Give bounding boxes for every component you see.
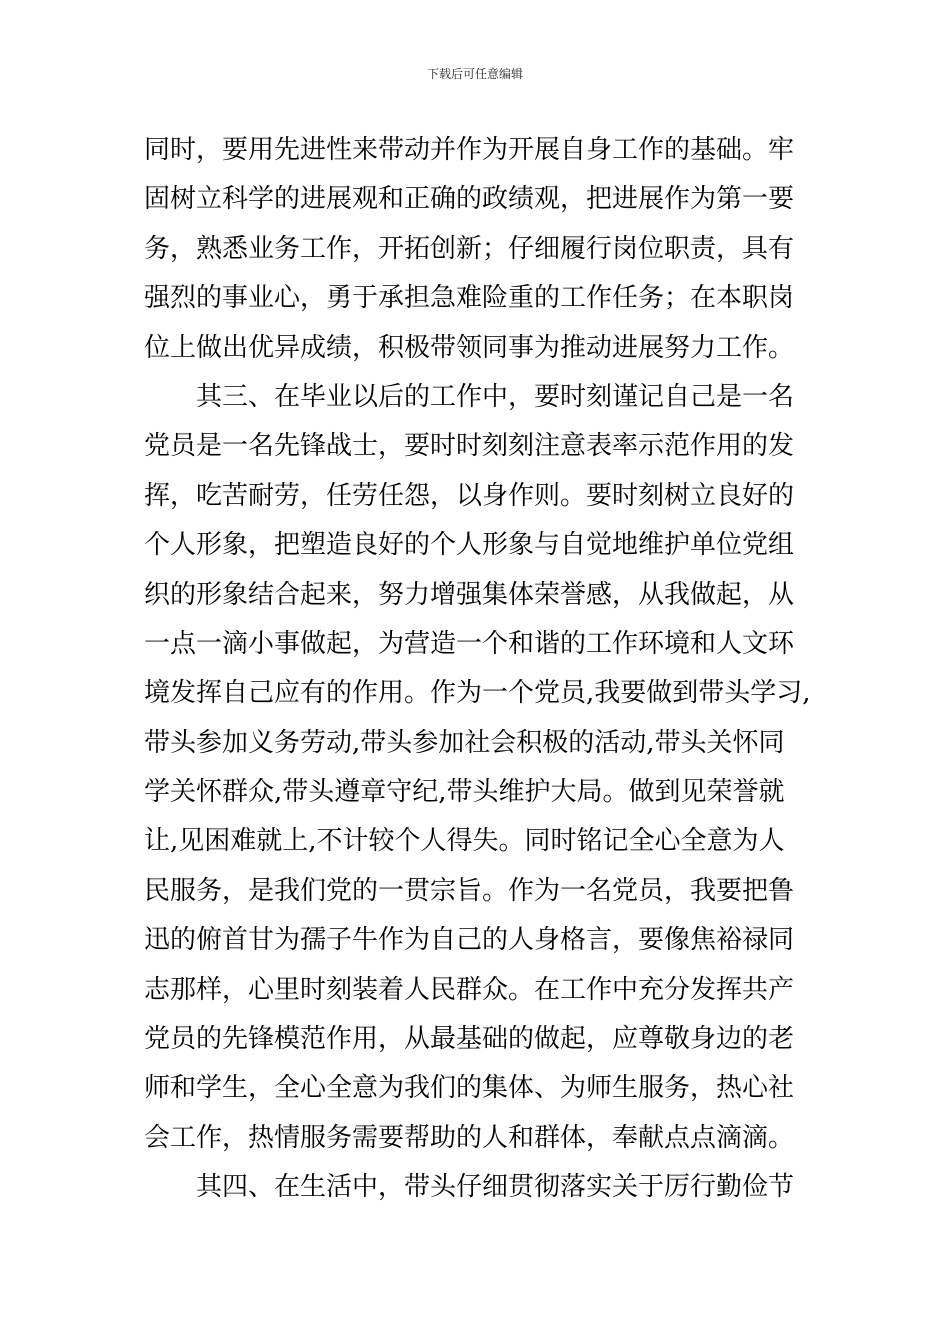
text-line: 带头参加义务劳动,带头参加社会积极的活动,带头关怀同: [144, 727, 785, 758]
text-line: 让,见困难就上,不计较个人得失。同时铭记全心全意为人: [144, 826, 785, 857]
text-line: 挥，吃苦耐劳，任劳任怨，以身作则。要时刻树立良好的: [144, 480, 795, 511]
text-line: 学关怀群众,带头遵章守纪,带头维护大局。做到见荣誉就: [144, 777, 785, 808]
paragraph-start-line: 其三、在毕业以后的工作中，要时刻谨记自己是一名: [196, 381, 795, 412]
text-line: 党员的先锋模范作用，从最基础的做起，应尊敬身边的老: [144, 1024, 795, 1055]
text-line: 个人形象，把塑造良好的个人形象与自觉地维护单位党组: [144, 530, 795, 561]
text-line: 固树立科学的进展观和正确的政绩观，把进展作为第一要: [144, 184, 795, 215]
text-line: 民服务，是我们党的一贯宗旨。作为一名党员，我要把鲁: [144, 875, 795, 906]
page-header-note: 下载后可任意编辑: [426, 67, 523, 81]
document-body: [144, 126, 814, 1213]
text-line: 师和学生，全心全意为我们的集体、为师生服务，热心社: [144, 1073, 795, 1104]
paragraph-start-line: 其四、在生活中，带头仔细贯彻落实关于厉行勤俭节: [196, 1172, 795, 1203]
text-line: 志那样，心里时刻装着人民群众。在工作中充分发挥共产: [144, 974, 795, 1005]
text-line: 织的形象结合起来，努力增强集体荣誉感，从我做起，从: [144, 579, 795, 610]
text-line: 境发挥自己应有的作用。作为一个党员,我要做到带头学习,: [144, 678, 811, 709]
text-line: 党员是一名先锋战士，要时时刻刻注意表率示范作用的发: [144, 431, 795, 462]
text-line: 强烈的事业心，勇于承担急难险重的工作任务；在本职岗: [144, 283, 795, 314]
text-line: 同时，要用先进性来带动并作为开展自身工作的基础。牢: [144, 135, 795, 165]
text-line: 会工作，热情服务需要帮助的人和群体，奉献点点滴滴。: [144, 1122, 795, 1153]
text-line: 务，熟悉业务工作，开拓创新；仔细履行岗位职责，具有: [144, 233, 795, 264]
text-line: 一点一滴小事做起，为营造一个和谐的工作环境和人文环: [144, 628, 795, 659]
text-line: 迅的俯首甘为孺子牛作为自己的人身格言，要像焦裕禄同: [144, 925, 795, 956]
text-line: 位上做出优异成绩，积极带领同事为推动进展努力工作。: [144, 332, 795, 363]
